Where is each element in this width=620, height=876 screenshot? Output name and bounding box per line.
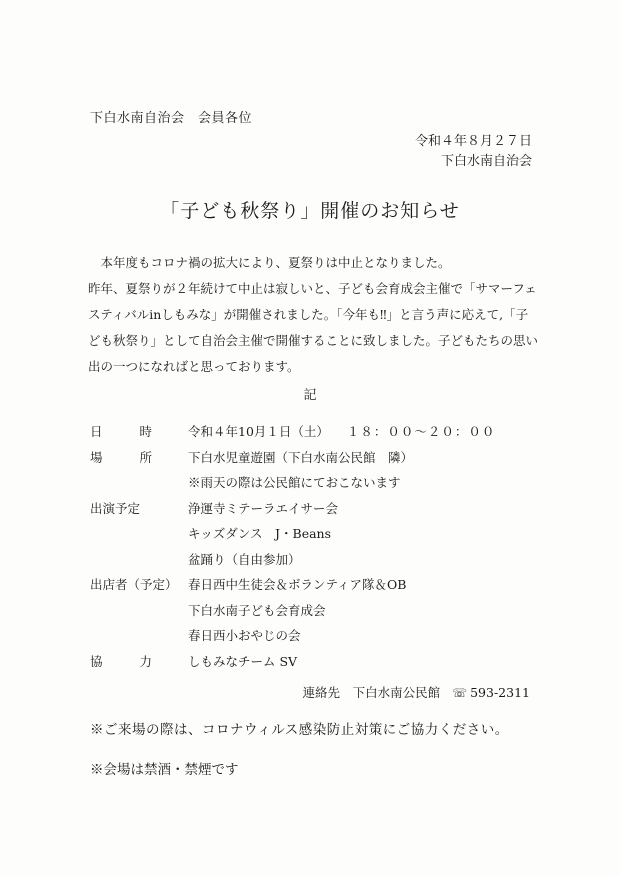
contact-label: 連絡先 bbox=[302, 685, 341, 700]
ki-heading: 記 bbox=[303, 388, 317, 403]
sender: 下白水南自治会 bbox=[440, 154, 532, 169]
cooperation-label: 協 力 bbox=[90, 653, 152, 669]
vendor-item: 春日西小おやじの会 bbox=[188, 628, 301, 643]
performers-label: 出演予定 bbox=[90, 500, 141, 516]
vendor-item: 下白水南子ども会育成会 bbox=[188, 602, 326, 618]
contact-line bbox=[303, 683, 530, 701]
performer-item: 盆踊り（自由参加） bbox=[188, 551, 301, 567]
performer-item: キッズダンス J・Beans bbox=[188, 526, 332, 541]
cooperation-value: しもみなチーム SV bbox=[188, 653, 298, 669]
datetime-time: １８：００～２０：００ bbox=[346, 424, 496, 439]
vendors-label: 出店者（予定） bbox=[90, 577, 178, 592]
performer-item: 浄運寺ミテーラエイサー会 bbox=[188, 500, 339, 516]
body-paragraph-1: 本年度もコロナ禍の拡大により、夏祭りは中止となりました。 bbox=[100, 255, 451, 270]
place-label: 場 所 bbox=[90, 449, 152, 465]
no-alcohol-smoking-note: ※会場は禁酒・禁煙です bbox=[90, 762, 239, 778]
datetime-value: 令和４年10月１日（土） １８：００～２０：００ bbox=[188, 424, 496, 439]
issue-date: 令和４年８月２７日 bbox=[414, 134, 532, 149]
datetime-label: 日 時 bbox=[90, 424, 152, 439]
body-text bbox=[88, 250, 538, 380]
place-rain-note: ※雨天の際は公民館にておこないます bbox=[188, 475, 401, 490]
addressee: 下白水南自治会 会員各位 bbox=[90, 111, 253, 126]
place-value: 下白水児童遊園（下白水南公民館 隣） bbox=[188, 449, 414, 465]
contact-place: 下白水南公民館 bbox=[352, 685, 441, 700]
document-title: 「子ども秋祭り」開催のお知らせ bbox=[160, 200, 460, 222]
phone-icon: ☏ bbox=[452, 686, 468, 700]
vendor-item: 春日西中生徒会＆ボランティア隊＆OB bbox=[188, 577, 407, 592]
contact-phone: 593-2311 bbox=[470, 685, 530, 700]
infection-prevention-note: ※ご来場の際は、コロナウィルス感染防止対策にご協力ください。 bbox=[90, 722, 509, 738]
body-paragraph-2: 昨年、夏祭りが２年続けて中止は寂しいと、子ども会育成会主催で「サマーフェスティバルinしもみな」が開催されました。「今年も‼」と言う声に応えて,「子ども秋祭り」として自治会主催で開催することに致しました。子どもたちの思い出の一つになればと思っております。 bbox=[88, 281, 539, 374]
